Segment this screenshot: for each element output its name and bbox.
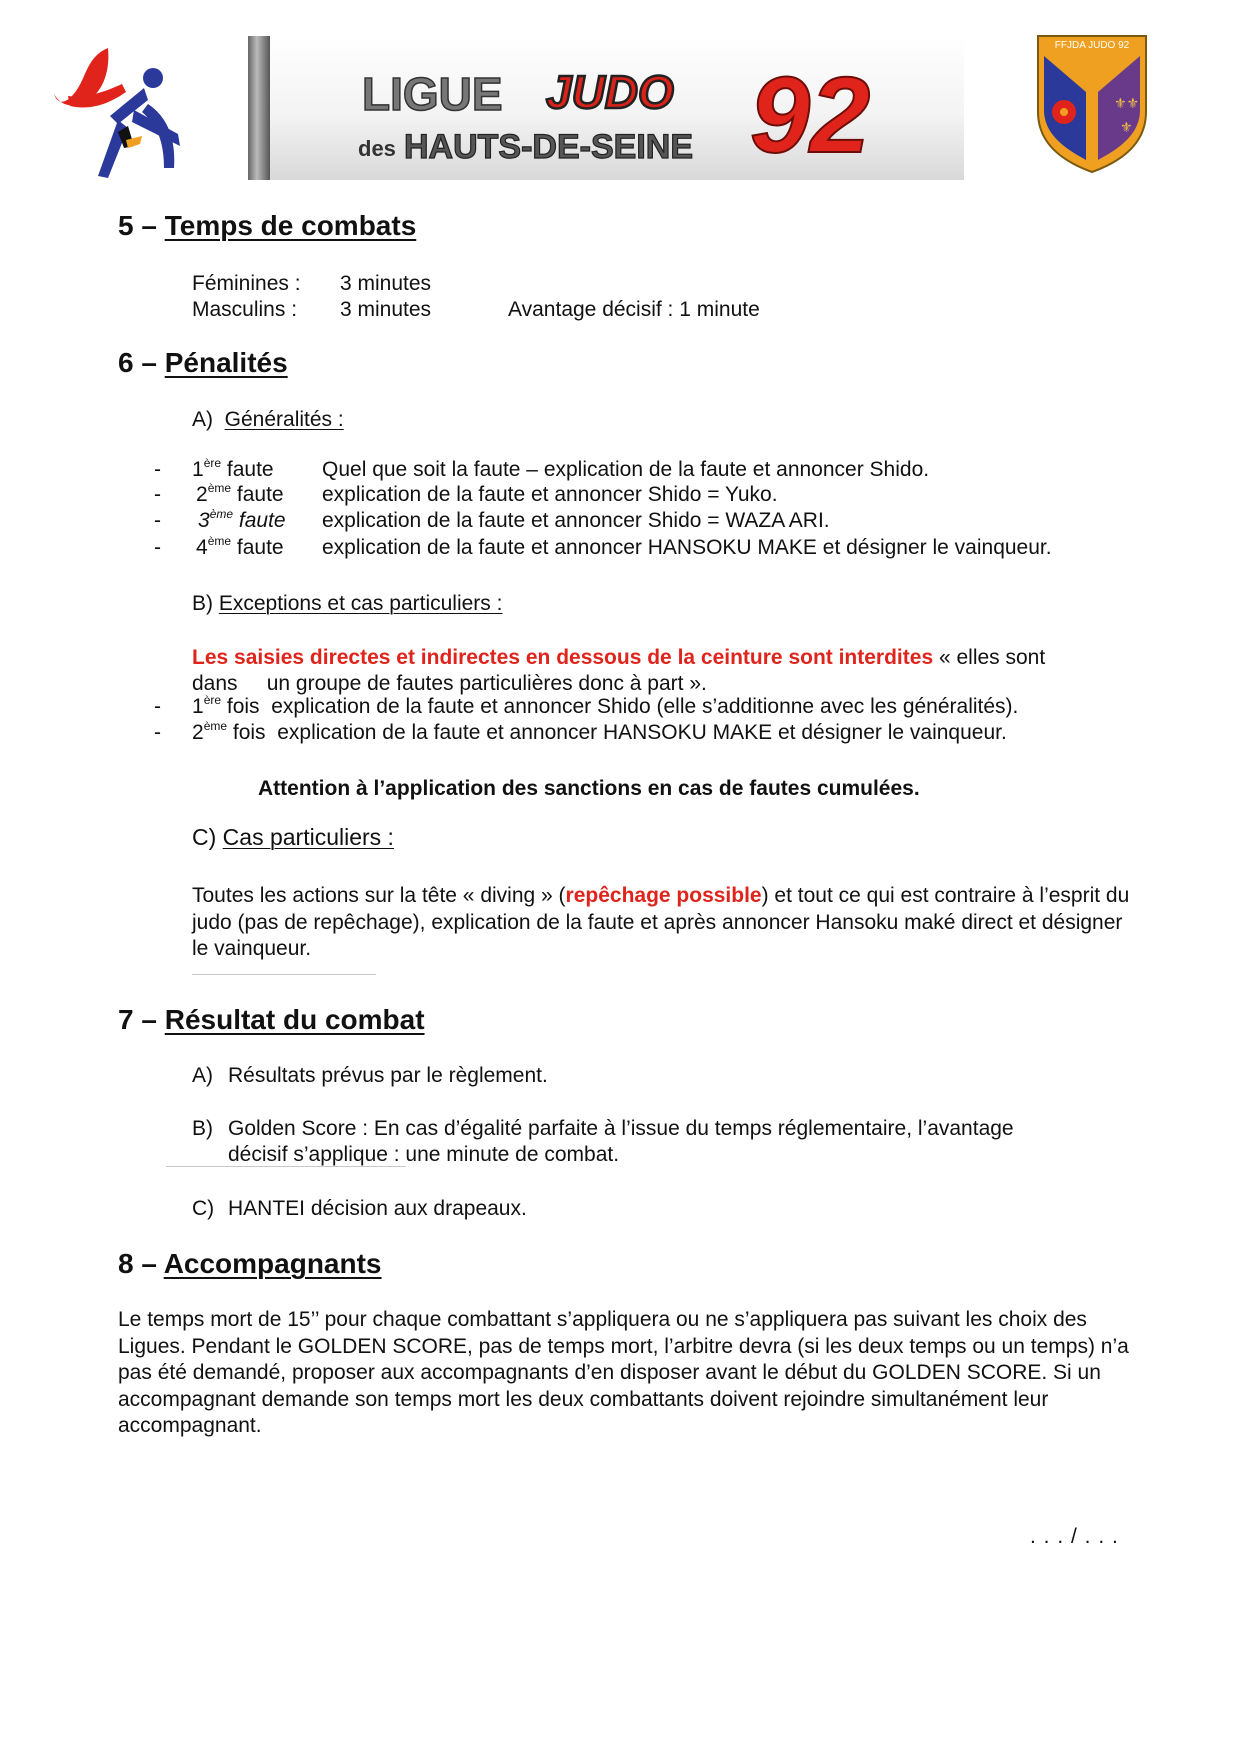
- subsection-title: Exceptions et cas particuliers :: [218, 592, 503, 615]
- repechage-highlight: repêchage possible: [565, 884, 762, 907]
- section-title: Temps de combats: [164, 210, 417, 241]
- cas-particuliers-paragraph: [192, 883, 1140, 963]
- exception-highlight: Les saisies directes et indirectes en dessous de la ceinture sont interdites: [192, 646, 934, 669]
- section-7-heading: [118, 1004, 425, 1036]
- subsection-c-heading: [192, 824, 394, 850]
- faute-description: explication de la faute et annoncer Shido = Yuko.: [322, 483, 778, 506]
- ffjda-92-crest: [1034, 32, 1150, 174]
- fois-item: 2ème fois explication de la faute et annoncer HANSOKU MAKE et désigner le vainqueur.: [192, 719, 1007, 744]
- subsection-a-heading: [192, 407, 344, 433]
- divider: [192, 974, 376, 975]
- result-item-prefix: A): [192, 1064, 213, 1087]
- section-title: Pénalités: [164, 347, 288, 378]
- banner-word-des: des: [358, 136, 396, 161]
- feminines-label: Féminines :: [192, 272, 301, 295]
- result-item-prefix: B): [192, 1117, 213, 1140]
- attention-notice: Attention à l’application des sanctions en cas de fautes cumulées.: [258, 777, 920, 800]
- subsection-b-heading: [192, 591, 502, 617]
- faute-ordinal: 2ème faute: [196, 481, 284, 506]
- banner-number-92: 92: [750, 54, 871, 174]
- list-item-dash: -: [154, 509, 161, 532]
- masculins-label: Masculins :: [192, 298, 298, 321]
- result-item-prefix: C): [192, 1197, 215, 1220]
- result-item-text-cont: décisif s’applique : une minute de combat.: [228, 1143, 620, 1166]
- section-title: Résultat du combat: [164, 1004, 425, 1035]
- section-number: 8 –: [118, 1248, 157, 1279]
- section-title: Accompagnants: [163, 1248, 382, 1279]
- paragraph-text: Toutes les actions sur la tête « diving » (: [192, 884, 566, 907]
- divider: [166, 1166, 406, 1167]
- subsection-prefix: B): [192, 592, 213, 615]
- faute-ordinal: 4ème faute: [196, 534, 284, 559]
- subsection-prefix: C): [192, 824, 217, 850]
- ffjda-judoka-logo: [48, 36, 198, 186]
- banner-word-judo: JUDO: [546, 66, 674, 118]
- page-continuation: . . . / . . .: [1030, 1525, 1119, 1548]
- section-number: 7 –: [118, 1004, 157, 1035]
- section-number: 5 –: [118, 210, 157, 241]
- result-item-text: HANTEI décision aux drapeaux.: [228, 1197, 527, 1220]
- crest-text: FFJDA JUDO 92: [1054, 40, 1130, 51]
- faute-description: Quel que soit la faute – explication de la faute et annoncer Shido.: [322, 458, 930, 481]
- avantage-decisif: Avantage décisif : 1 minute: [508, 298, 760, 321]
- faute-description: explication de la faute et annoncer Shido = WAZA ARI.: [322, 509, 830, 532]
- fleur-de-lis-icon: ⚜: [1120, 120, 1133, 136]
- subsection-title: Généralités :: [224, 408, 344, 431]
- paragraph-text: ) et tout ce qui est contraire à l’esprit du judo (pas de repêchage), explication de la faute et après annoncer Hansoku maké direct et désigner le vainqueur.: [192, 884, 1130, 960]
- result-item-text: Golden Score : En cas d’égalité parfaite à l’issue du temps réglementaire, l’avantage: [228, 1117, 1014, 1140]
- faute-ordinal: 3ème faute: [198, 507, 286, 532]
- banner-word-ligue: LIGUE: [362, 68, 503, 120]
- masculins-value: 3 minutes: [340, 298, 432, 321]
- league-banner-title: [350, 44, 950, 174]
- list-item-dash: -: [154, 721, 161, 744]
- faute-description: explication de la faute et annoncer HANSOKU MAKE et désigner le vainqueur.: [322, 536, 1052, 559]
- section-5-heading: [118, 210, 416, 242]
- list-item-dash: -: [154, 458, 161, 481]
- section-8-heading: [118, 1248, 382, 1280]
- fleur-de-lis-icon: ⚜⚜: [1114, 96, 1140, 112]
- section-6-heading: [118, 347, 288, 379]
- exception-rest: « elles sont: [933, 646, 1046, 669]
- fois-item: 1ère fois explication de la faute et annoncer Shido (elle s’additionne avec les généralités).: [192, 693, 1019, 718]
- exception-sentence: [192, 645, 1045, 671]
- list-item-dash: -: [154, 483, 161, 506]
- banner-accent-bar: [248, 36, 270, 180]
- subsection-title: Cas particuliers :: [222, 824, 394, 850]
- list-item-dash: -: [154, 695, 161, 718]
- exception-continuation: dans un groupe de fautes particulières donc à part ».: [192, 672, 707, 695]
- accompagnants-paragraph: Le temps mort de 15’’ pour chaque combattant s’appliquera ou ne s’appliquera pas suivant les choix des Ligues. Pendant le GOLDEN SCORE, pas de temps mort, l’arbitre devra (si les deux temps ou un temps) n’a pas été demandé, proposer aux accompagnants d’en disposer avant le début du GOLDEN SCORE. Si un accompagnant demande son temps mort les deux combattants doivent rejoindre simultanément leur accompagnant.: [118, 1308, 1129, 1437]
- faute-ordinal: 1ère faute: [192, 456, 274, 481]
- subsection-prefix: A): [192, 408, 213, 431]
- section-number: 6 –: [118, 347, 157, 378]
- feminines-value: 3 minutes: [340, 272, 432, 295]
- result-item-text: Résultats prévus par le règlement.: [228, 1064, 548, 1087]
- list-item-dash: -: [154, 536, 161, 559]
- banner-hauts-de-seine: HAUTS-DE-SEINE: [404, 128, 694, 166]
